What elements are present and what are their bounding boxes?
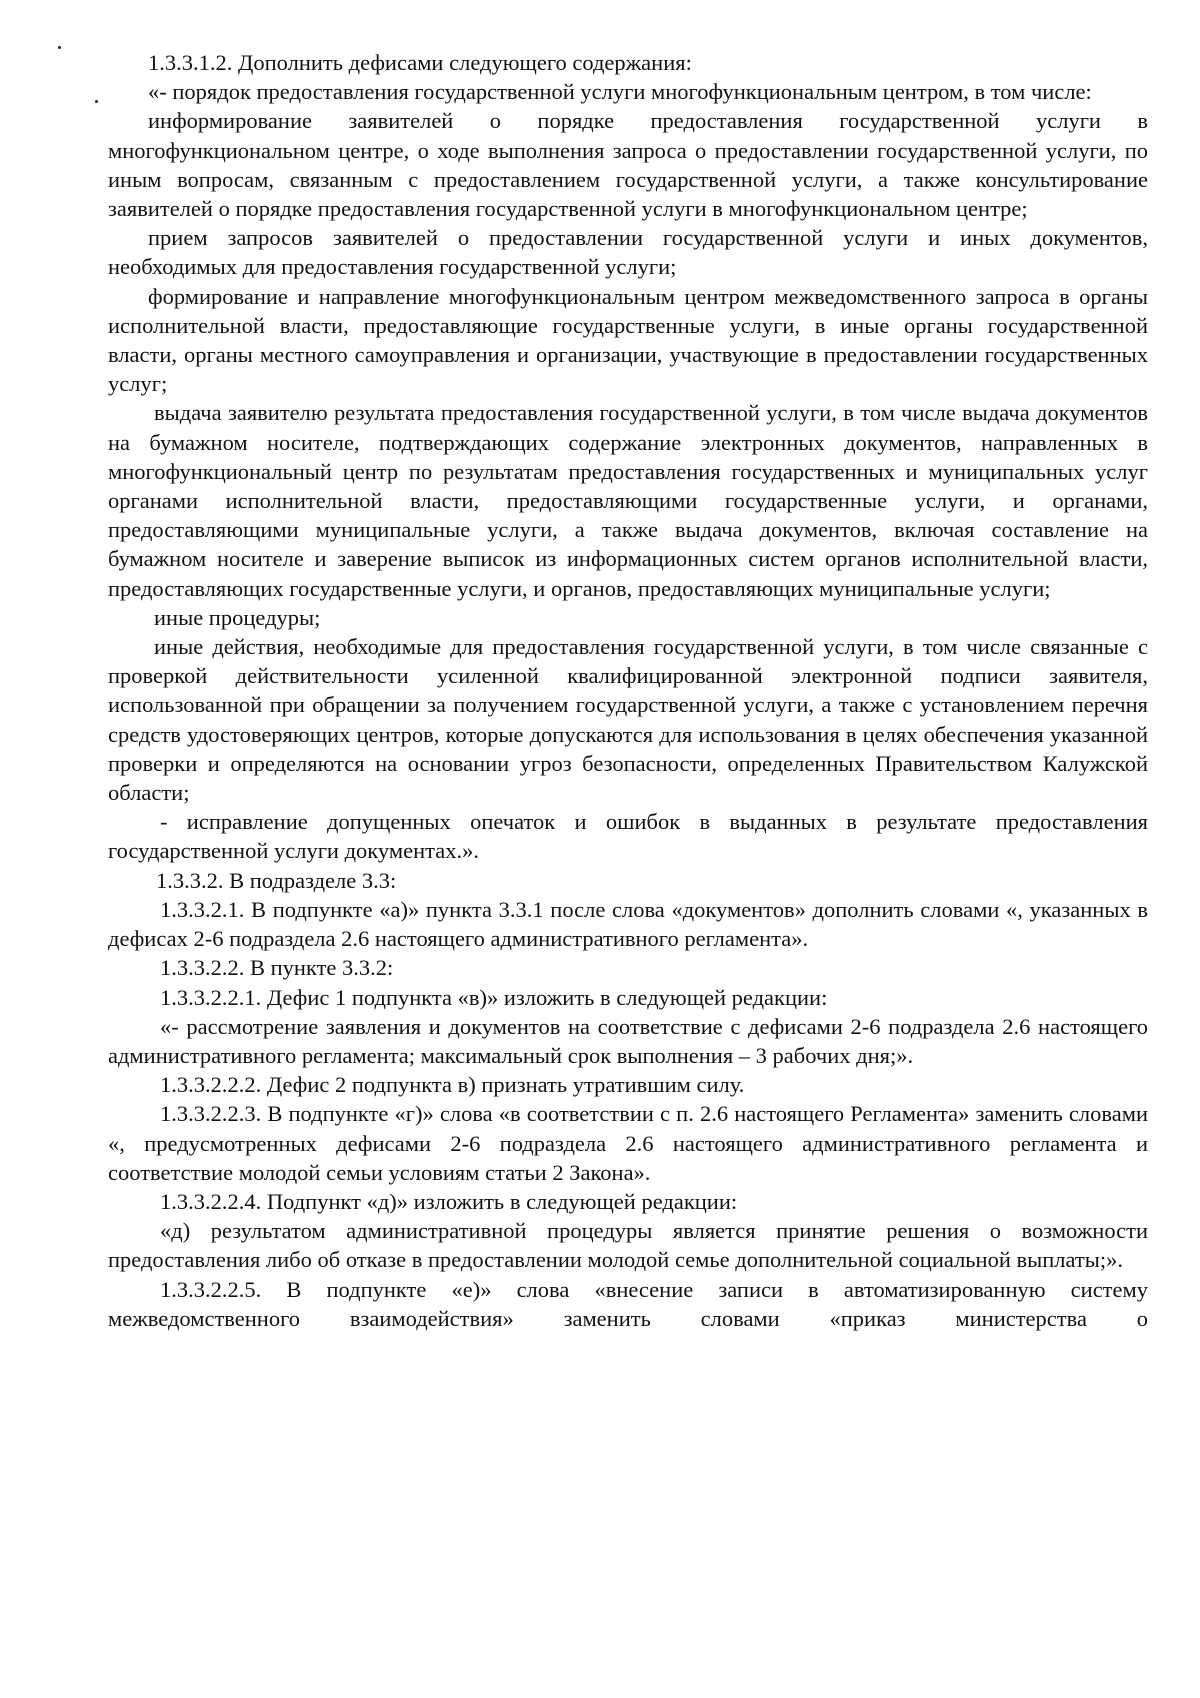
- paragraph-11: 1.3.3.2.1. В подпункте «а)» пункта 3.3.1 после слова «документов» дополнить словами «, указанных в дефисах 2-6 подраздела 2.6 настоящего административного регламента».: [108, 896, 1148, 952]
- paragraph-9: - исправление допущенных опечаток и ошибок в выданных в результате предоставления государственной услуги документах.».: [108, 809, 1148, 864]
- scan-speck-left: [95, 100, 98, 103]
- paragraph-3: информирование заявителей о порядке предоставления государственной услуги в многофункциональном центре, о ходе выполнения запроса о предоставлении государственной услуги, по иным вопросам, связанным с предоставлением государственной услуги, а также консультирование заявителей о порядке предоставления государственной услуги в многофункциональном центре;: [108, 108, 1148, 222]
- paragraph-12: 1.3.3.2.2. В пункте 3.3.2:: [160, 955, 394, 981]
- paragraph-1: 1.3.3.1.2. Дополнить дефисами следующего содержания:: [148, 50, 692, 75]
- paragraph-19: 1.3.3.2.2.5. В подпункте «е)» слова «внесение записи в автоматизированную систему межведомственного взаимодействия» заменить словами «приказ министерства о: [108, 1276, 1148, 1331]
- paragraph-18: «д) результатом административной процедуры является принятие решения о возможности предоставления либо об отказе в предоставлении молодой семье дополнительной социальной выплаты;».: [108, 1218, 1148, 1273]
- paragraph-15: 1.3.3.2.2.2. Дефис 2 подпункта в) признать утратившим силу.: [160, 1072, 745, 1098]
- paragraph-14: «- рассмотрение заявления и документов на соответствие с дефисами 2-6 подраздела 2.6 настоящего административного регламента; максимальный срок выполнения – 3 рабочих дня;».: [108, 1013, 1148, 1068]
- paragraph-5: формирование и направление многофункциональным центром межведомственного запроса в органы исполнительной власти, предоставляющие государственные услуги, в иные органы государственной власти, органы местного самоуправления и организации, участвующие в предоставлении государственных услуг;: [108, 283, 1148, 397]
- document-page: [108, 48, 1148, 1333]
- paragraph-6: выдача заявителю результата предоставления государственной услуги, в том числе выдача документов на бумажном носителе, подтверждающих содержание электронных документов, направленных в многофункциональный центр по результатам предоставления государственных и муниципальных услуг органами исполнительной власти, предоставляющими государственные услуги, и органами, предоставляющими муниципальные услуги, а также выдача документов, включая составление на бумажном носителе и заверение выписок из информационных систем органов исполнительной власти, предоставляющих государственные услуги, и органов, предоставляющих муниципальные услуги;: [108, 400, 1148, 601]
- paragraph-8: иные действия, необходимые для предоставления государственной услуги, в том числе связанные с проверкой действительности усиленной квалифицированной электронной подписи заявителя, использованной при обращении за получением государственной услуги, а также с установлением перечня средств удостоверяющих центров, которые допускаются для использования в целях обеспечения указанной проверки и определяются на основании угроз безопасности, определенных Правительством Калужской области;: [108, 634, 1148, 806]
- paragraph-13: 1.3.3.2.2.1. Дефис 1 подпункта «в)» изложить в следующей редакции:: [160, 984, 828, 1010]
- scan-speck-top: [58, 46, 61, 49]
- paragraph-16: 1.3.3.2.2.3. В подпункте «г)» слова «в соответствии с п. 2.6 настоящего Регламента» заменить словами «, предусмотренных дефисами 2-6 подраздела 2.6 настоящего административного регламента и соответствие молодой семьи условиям статьи 2 Закона».: [108, 1101, 1148, 1185]
- paragraph-10: 1.3.3.2. В подразделе 3.3:: [156, 867, 397, 893]
- paragraph-7: иные процедуры;: [154, 604, 321, 630]
- paragraph-4: прием запросов заявителей о предоставлении государственной услуги и иных документов, необходимых для предоставления государственной услуги;: [108, 225, 1148, 280]
- paragraph-2: «- порядок предоставления государственной услуги многофункциональным центром, в том числе:: [148, 79, 1092, 105]
- paragraph-17: 1.3.3.2.2.4. Подпункт «д)» изложить в следующей редакции:: [160, 1188, 738, 1214]
